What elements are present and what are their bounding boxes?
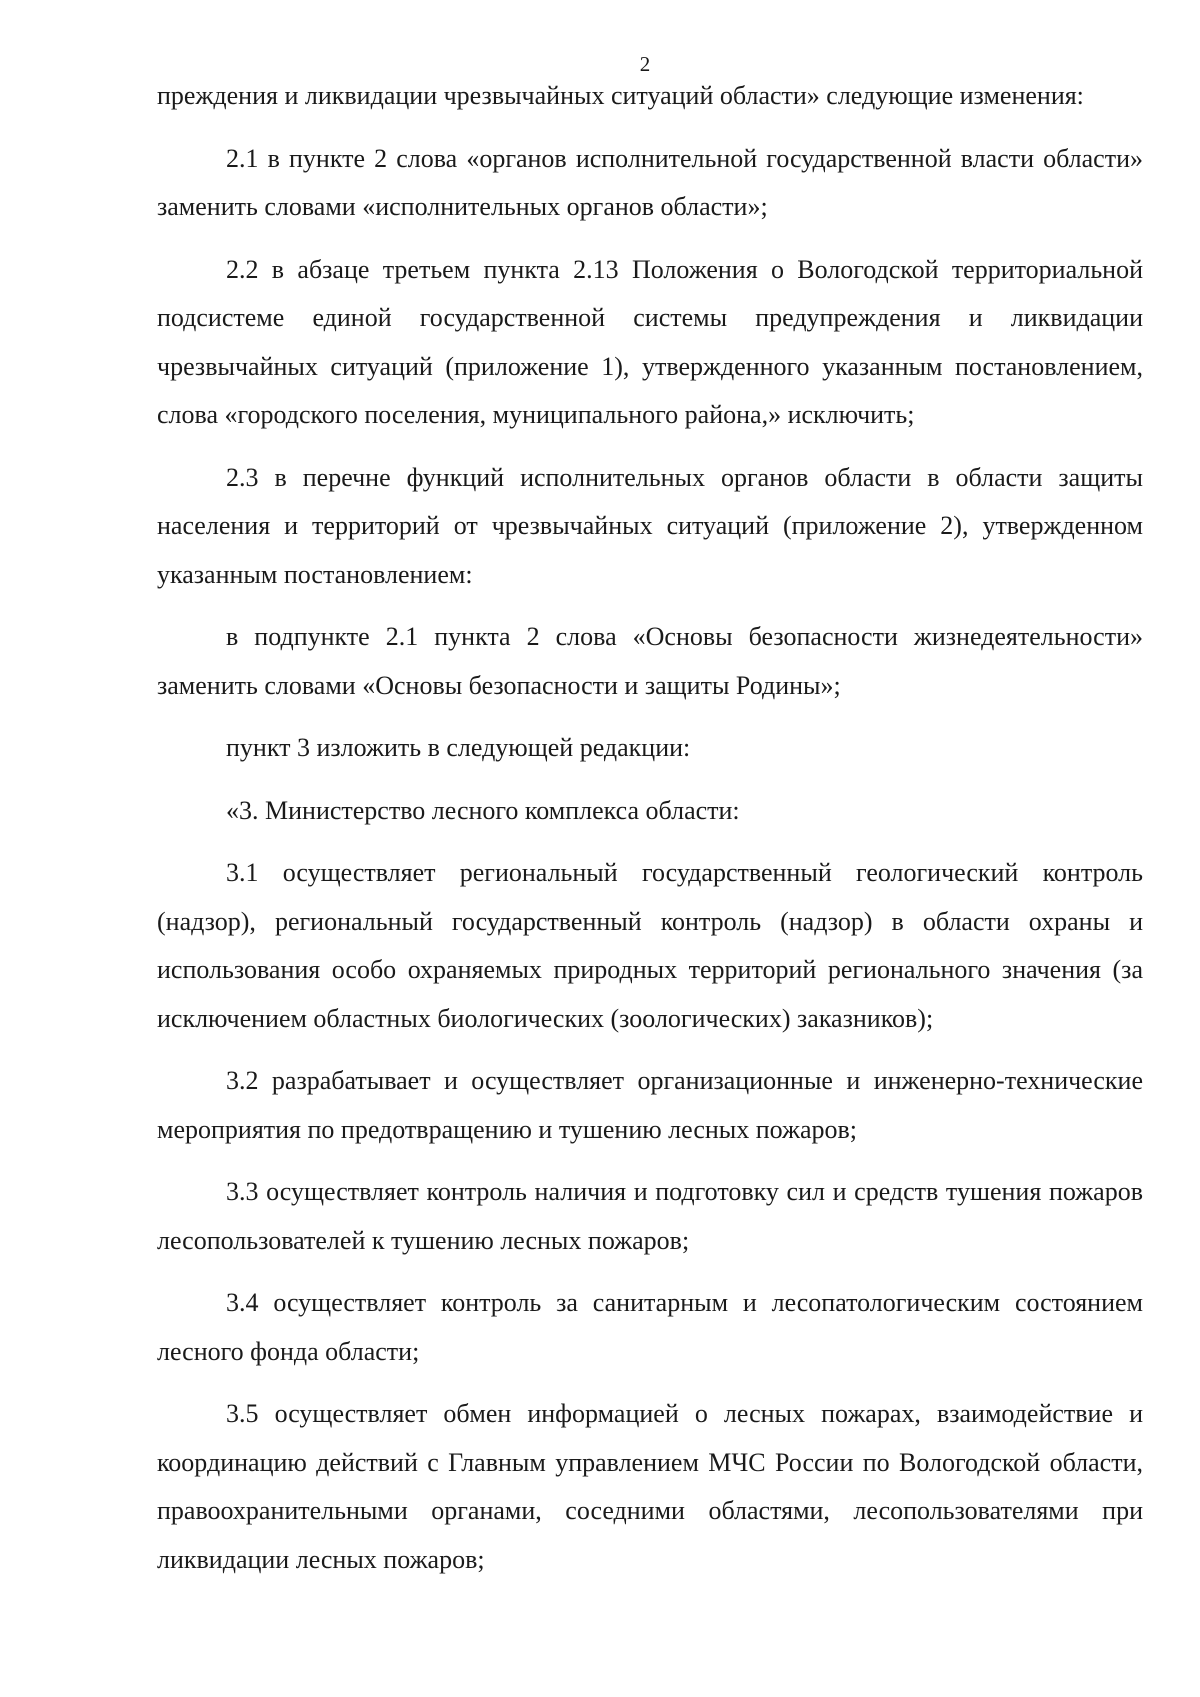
paragraph-item-2-2: 2.2 в абзаце третьем пункта 2.13 Положения о Вологодской территориальной подсистеме единой государственной системы предупреждения и ликвидации чрезвычайных ситуаций (приложение 1), утвержденного указанным постановлением, слова «городского поселения, муниципального района,» исключить; bbox=[157, 254, 1143, 429]
paragraph-item-2-3: 2.3 в перечне функций исполнительных органов области в области защиты населения и территорий от чрезвычайных ситуаций (приложение 2), утвержденном указанным постановлением: bbox=[157, 462, 1143, 589]
document-body bbox=[157, 72, 1143, 1598]
paragraph-item-3-2: 3.2 разрабатывает и осуществляет организационные и инженерно-технические мероприятия по предотвращению и тушению лесных пожаров; bbox=[157, 1066, 1143, 1144]
paragraph-item-3-5: 3.5 осуществляет обмен информацией о лесных пожарах, взаимодействие и координацию действий с Главным управлением МЧС России по Вологодской области, правоохранительными органами, соседними областями, лесопользователями при ликвидации лесных пожаров; bbox=[157, 1399, 1143, 1574]
paragraph-ministry-heading: «3. Министерство лесного комплекса области: bbox=[226, 795, 740, 825]
paragraph-item-3-4: 3.4 осуществляет контроль за санитарным и лесопатологическим состоянием лесного фонда области; bbox=[157, 1288, 1143, 1366]
paragraph-item-2-1: 2.1 в пункте 2 слова «органов исполнительной государственной власти области» заменить словами «исполнительных органов области»; bbox=[157, 143, 1143, 221]
paragraph-item-3-1: 3.1 осуществляет региональный государственный геологический контроль (надзор), региональный государственный контроль (надзор) в области охраны и использования особо охраняемых природных территорий регионального значения (за исключением областных биологических (зоологических) заказников); bbox=[157, 858, 1143, 1033]
page-number: 2 bbox=[639, 52, 651, 76]
paragraph-point-3-intro: пункт 3 изложить в следующей редакции: bbox=[226, 733, 691, 762]
paragraph-item-3-3: 3.3 осуществляет контроль наличия и подготовку сил и средств тушения пожаров лесопользователей к тушению лесных пожаров; bbox=[157, 1177, 1143, 1255]
paragraph-subitem-2-1: в подпункте 2.1 пункта 2 слова «Основы безопасности жизнедеятельности» заменить словами «Основы безопасности и защиты Родины»; bbox=[157, 622, 1143, 700]
paragraph-continuation: преждения и ликвидации чрезвычайных ситуаций области» следующие изменения: bbox=[157, 81, 1084, 110]
